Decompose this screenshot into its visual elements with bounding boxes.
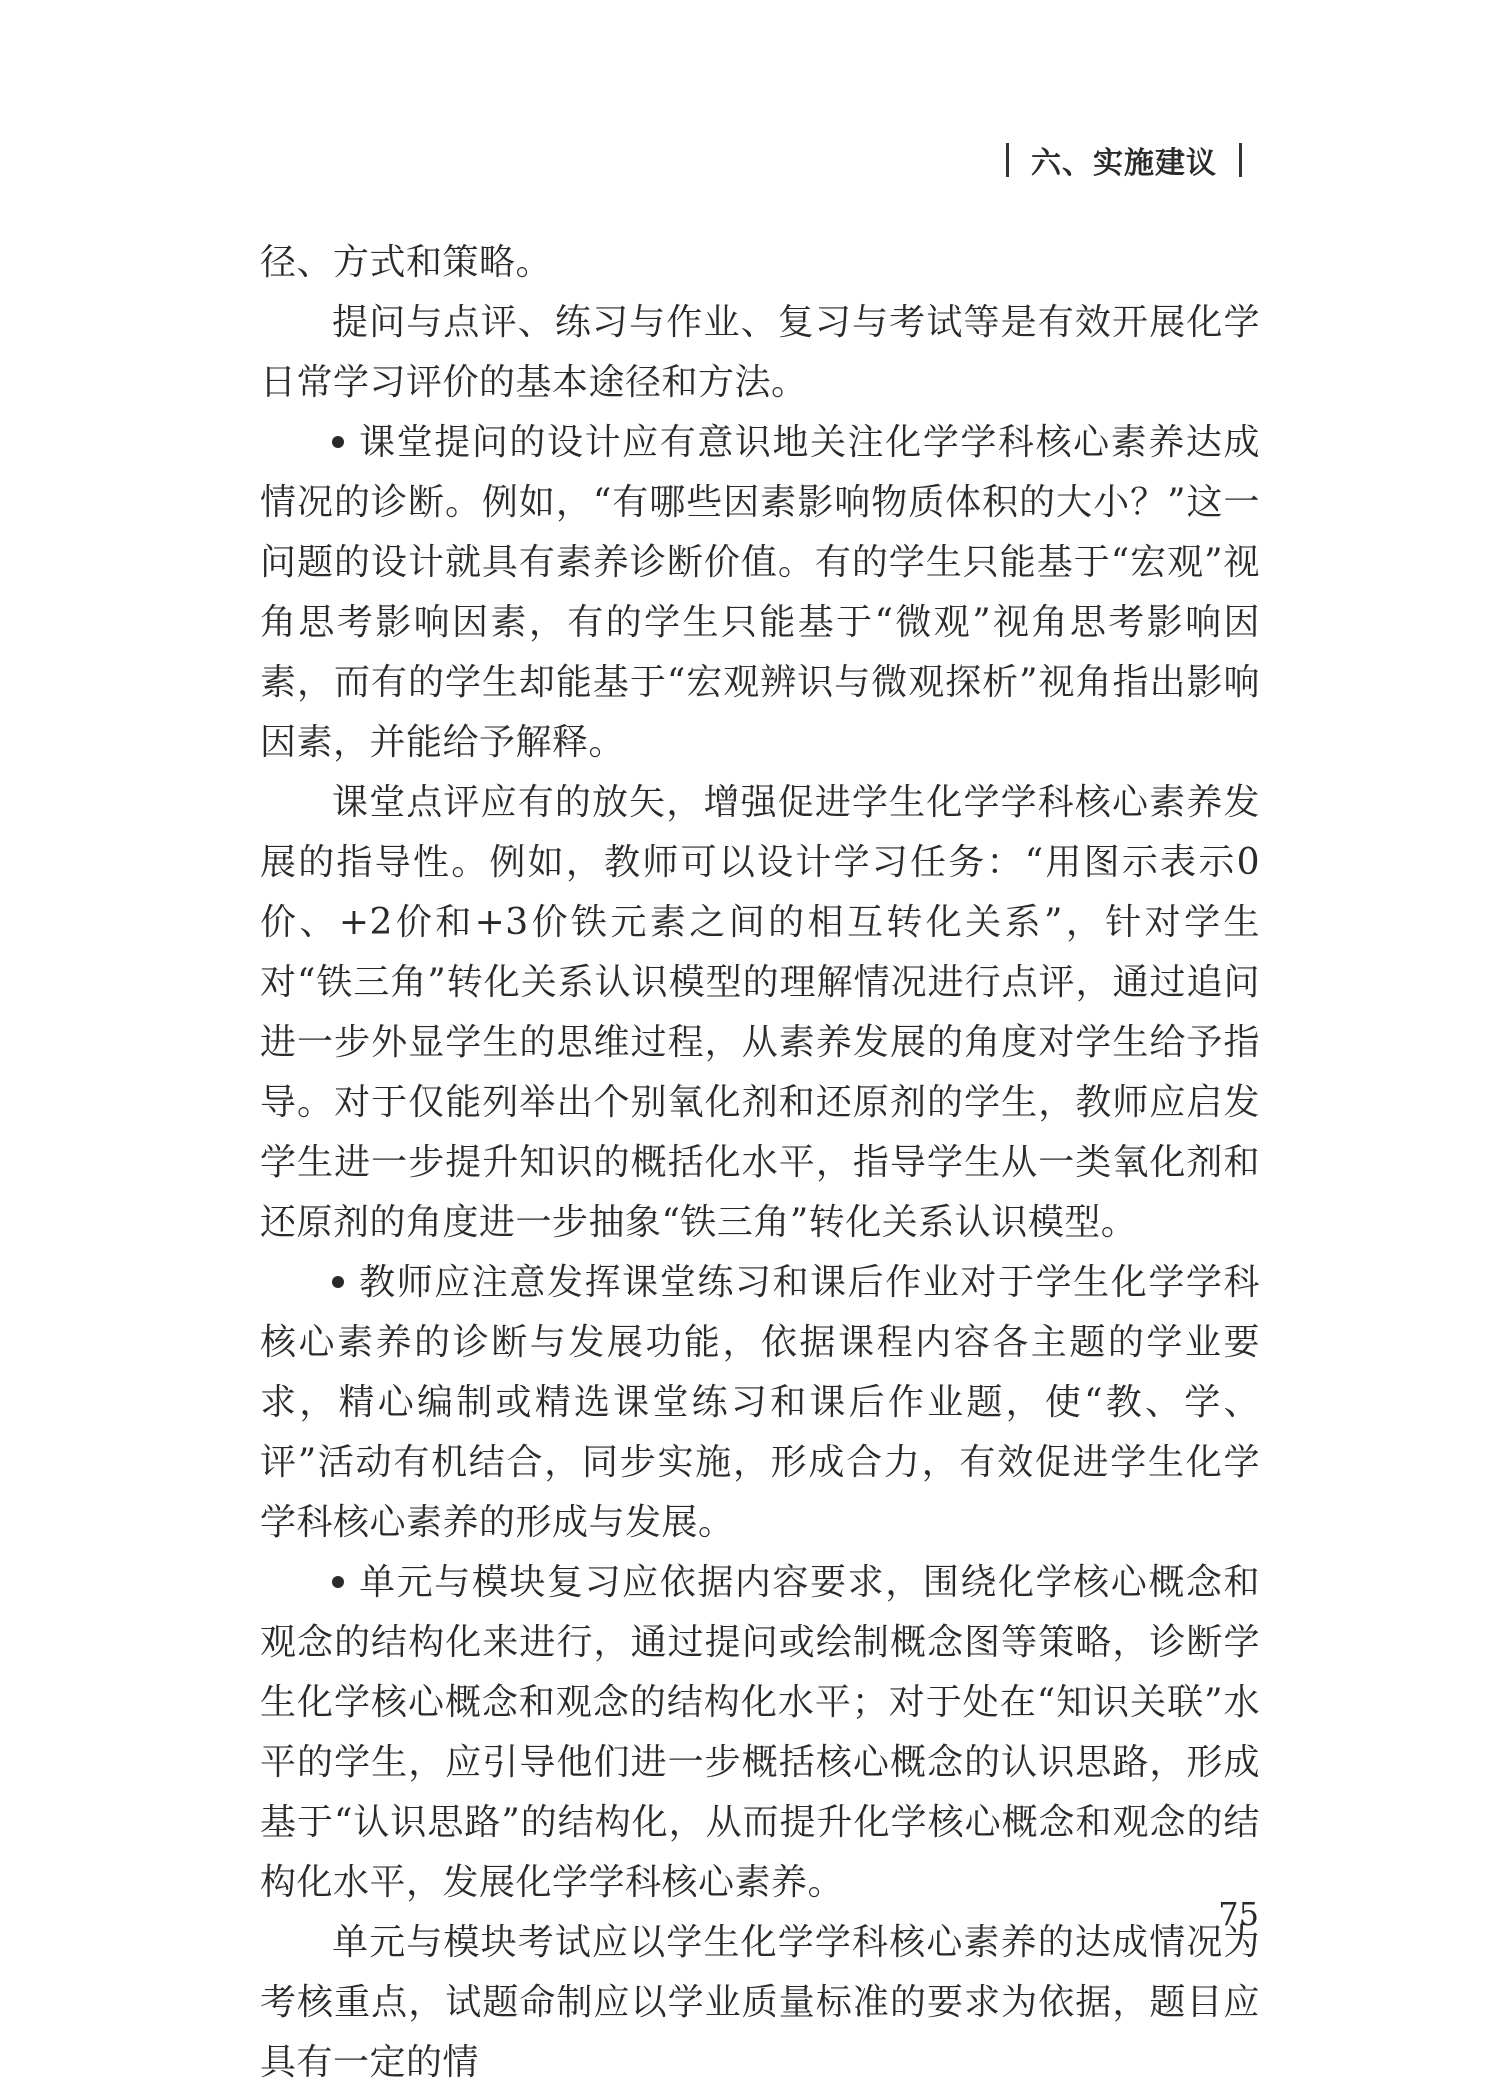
header-right-bar (1239, 143, 1242, 177)
bullet-dot-icon (332, 1276, 344, 1288)
bullet-paragraph (260, 1253, 1260, 1553)
paragraph-text: 课堂点评应有的放矢，增强促进学生化学学科核心素养发展的指导性。例如，教师可以设计学习任务：“用图示表示0价、+2价和+3价铁元素之间的相互转化关系”，针对学生对“铁三角”转化关系认识模型的理解情况进行点评，通过追问进一步外显学生的思维过程，从素养发展的角度对学生给予指导。对于仅能列举出个别氧化剂和还原剂的学生，教师应启发学生进一步提升知识的概括化水平，指导学生从一类氧化剂和还原剂的角度进一步抽象“铁三角”转化关系认识模型。 (260, 782, 1260, 1243)
bullet-paragraph (260, 1553, 1260, 1913)
body-text (260, 233, 1260, 2093)
paragraph-text: 提问与点评、练习与作业、复习与考试等是有效开展化学日常学习评价的基本途径和方法。 (260, 302, 1260, 403)
bullet-dot-icon (332, 1576, 344, 1588)
paragraph-continuation (260, 233, 1260, 293)
paragraph-text: 教师应注意发挥课堂练习和课后作业对于学生化学学科核心素养的诊断与发展功能，依据课程内容各主题的学业要求，精心编制或精选课堂练习和课后作业题，使“教、学、评”活动有机结合，同步实施，形成合力，有效促进学生化学学科核心素养的形成与发展。 (260, 1262, 1260, 1543)
paragraph-text: 课堂提问的设计应有意识地关注化学学科核心素养达成情况的诊断。例如，“有哪些因素影响物质体积的大小？”这一问题的设计就具有素养诊断价值。有的学生只能基于“宏观”视角思考影响因素，有的学生只能基于“微观”视角思考影响因素，而有的学生却能基于“宏观辨识与微观探析”视角指出影响因素，并能给予解释。 (260, 422, 1260, 763)
paragraph (260, 293, 1260, 413)
bullet-paragraph (260, 413, 1260, 773)
header-title: 六、实施建议 (1031, 146, 1217, 181)
paragraph-text: 单元与模块考试应以学生化学学科核心素养的达成情况为考核重点，试题命制应以学业质量标准的要求为依据，题目应具有一定的情 (260, 1922, 1260, 2083)
bullet-dot-icon (332, 436, 344, 448)
page-number: 75 (1218, 1895, 1259, 1933)
paragraph (260, 1913, 1260, 2093)
paragraph-text: 单元与模块复习应依据内容要求，围绕化学核心概念和观念的结构化来进行，通过提问或绘制概念图等策略，诊断学生化学核心概念和观念的结构化水平；对于处在“知识关联”水平的学生，应引导他们进一步概括核心概念的认识思路，形成基于“认识思路”的结构化，从而提升化学核心概念和观念的结构化水平，发展化学学科核心素养。 (260, 1562, 1260, 1903)
paragraph (260, 773, 1260, 1253)
paragraph-text: 径、方式和策略。 (260, 242, 553, 283)
running-header (984, 138, 1264, 182)
header-left-bar (1006, 143, 1009, 177)
